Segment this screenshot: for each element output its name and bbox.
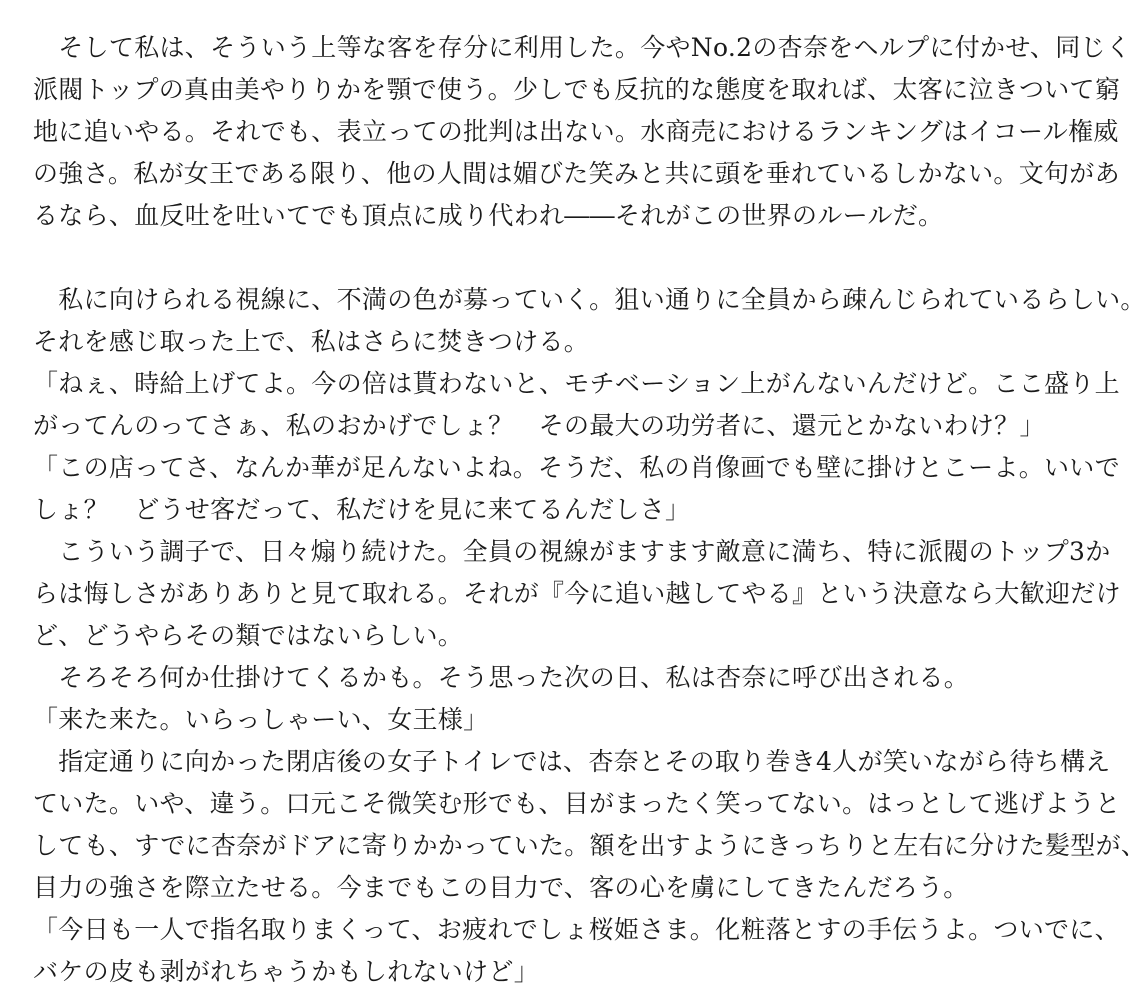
text-line: 目力の強さを際立たせる。今までもこの目力で、客の心を虜にしてきたんだろう。 xyxy=(33,873,969,902)
text-line: それを感じ取った上で、私はさらに焚きつける。 xyxy=(33,327,590,356)
text-line: 指定通りに向かった閉店後の女子トイレでは、杏奈とその取り巻き4人が笑いながら待ち構え xyxy=(33,747,1111,776)
text-line: の強さ。私が女王である限り、他の人間は媚びた笑みと共に頭を垂れているしかない。文句があ xyxy=(33,159,1120,188)
text-line: 地に追いやる。それでも、表立っての批判は出ない。水商売におけるランキングはイコール権威 xyxy=(33,117,1119,146)
text-line: そして私は、そういう上等な客を存分に利用した。今やNo.2の杏奈をヘルプに付かせ、同じく xyxy=(33,33,1132,62)
text-line: こういう調子で、日々煽り続けた。全員の視線がますます敵意に満ち、特に派閥のトップ3か xyxy=(33,537,1111,566)
text-line: がってんのってさぁ、私のおかげでしょ？ その最大の功労者に、還元とかないわけ？」 xyxy=(33,411,1045,440)
text-line: 「来た来た。いらっしゃーい、女王様」 xyxy=(33,705,489,734)
text-line: 派閥トップの真由美やりりかを顎で使う。少しでも反抗的な態度を取れば、太客に泣きついて窮 xyxy=(33,75,1121,104)
text-line: バケの皮も剥がれちゃうかもしれないけど」 xyxy=(33,957,540,986)
text-line: 「この店ってさ、なんか華が足んないよね。そうだ、私の肖像画でも壁に掛けとこーよ。いいで xyxy=(33,453,1120,482)
text-line: 「ねぇ、時給上げてよ。今の倍は貰わないと、モチベーション上がんないんだけど。ここ盛り上 xyxy=(33,369,1120,398)
text-line: ど、どうやらその類ではないらしい。 xyxy=(33,621,464,650)
text-line: るなら、血反吐を吐いてでも頂点に成り代われ――それがこの世界のルールだ。 xyxy=(33,201,944,230)
text-line: ていた。いや、違う。口元こそ微笑む形でも、目がまったく笑ってない。はっとして逃げようと xyxy=(33,789,1121,818)
text-line: 私に向けられる視線に、不満の色が募っていく。狙い通りに全員から疎んじられているらしい。 xyxy=(33,285,1146,314)
text-line: しても、すでに杏奈がドアに寄りかかっていた。額を出すようにきっちりと左右に分けた髪型が、 xyxy=(33,831,1146,860)
text-line: 「今日も一人で指名取りまくって、お疲れでしょ桜姫さま。化粧落とすの手伝うよ。ついでに、 xyxy=(33,915,1120,944)
text-line: そろそろ何か仕掛けてくるかも。そう思った次の日、私は杏奈に呼び出される。 xyxy=(33,663,970,692)
text-line: しょ？ どうせ客だって、私だけを見に来てるんだしさ」 xyxy=(33,495,691,524)
text-line: らは悔しさがありありと見て取れる。それが『今に追い越してやる』という決意なら大歓迎だけ xyxy=(33,579,1121,608)
